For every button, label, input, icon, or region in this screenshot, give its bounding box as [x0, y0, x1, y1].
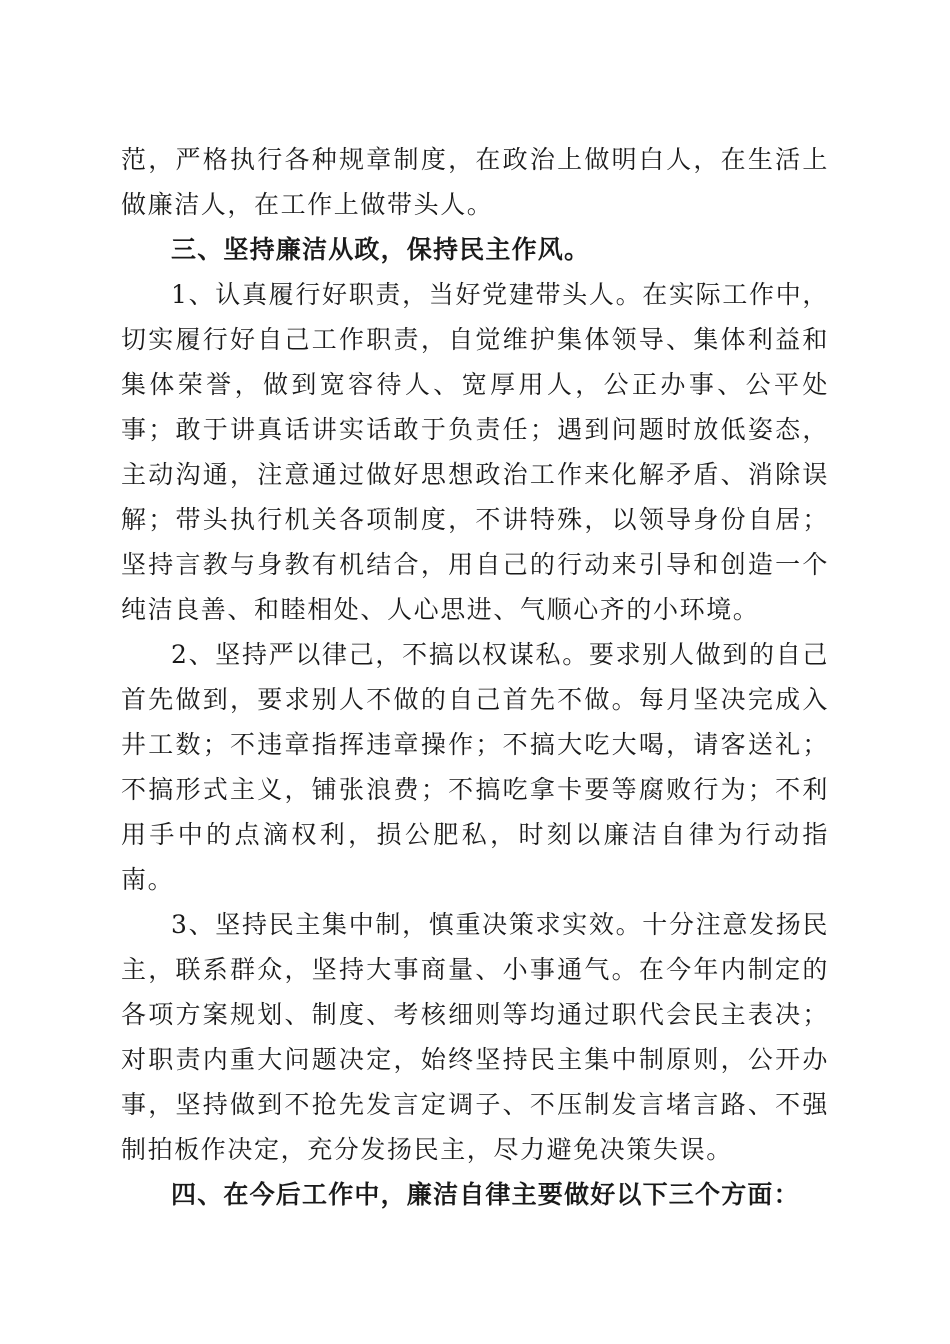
section-heading-four: 四、在今后工作中，廉洁自律主要做好以下三个方面： — [171, 1180, 800, 1209]
paragraph-item-3: 3、坚持民主集中制，慎重决策求实效。十分注意发扬民主，联系群众，坚持大事商量、小事通气。在今年内制定的各项方案规划、制度、考核细则等均通过职代会民主表决；对职责内重大问题决定，始终坚持民主集中制原则，公开办事，坚持做到不抢先发言定调子、不压制发言堵言路、不强制拍板作决定，充分发扬民主，尽力避免决策失误。 — [121, 910, 829, 1164]
paragraph-item-2: 2、坚持严以律己，不搞以权谋私。要求别人做到的自己首先做到，要求别人不做的自己首先不做。每月坚决完成入井工数；不违章指挥违章操作；不搞大吃大喝，请客送礼；不搞形式主义，铺张浪费；不搞吃拿卡要等腐败行为；不利用手中的点滴权利，损公肥私，时刻以廉洁自律为行动指南。 — [121, 640, 829, 894]
paragraph-continuation: 范，严格执行各种规章制度，在政治上做明白人，在生活上做廉洁人，在工作上做带头人。 — [121, 145, 829, 219]
section-heading-three: 三、坚持廉洁从政，保持民主作风。 — [171, 235, 591, 264]
paragraph-item-1: 1、认真履行好职责，当好党建带头人。在实际工作中，切实履行好自己工作职责，自觉维护集体领导、集体利益和集体荣誉，做到宽容待人、宽厚用人，公正办事、公平处事；敢于讲真话讲实话敢于负责任；遇到问题时放低姿态，主动沟通，注意通过做好思想政治工作来化解矛盾、消除误解；带头执行机关各项制度，不讲特殊，以领导身份自居；坚持言教与身教有机结合，用自己的行动来引导和创造一个纯洁良善、和睦相处、人心思进、气顺心齐的小环境。 — [121, 280, 829, 624]
document-body — [121, 137, 829, 1217]
